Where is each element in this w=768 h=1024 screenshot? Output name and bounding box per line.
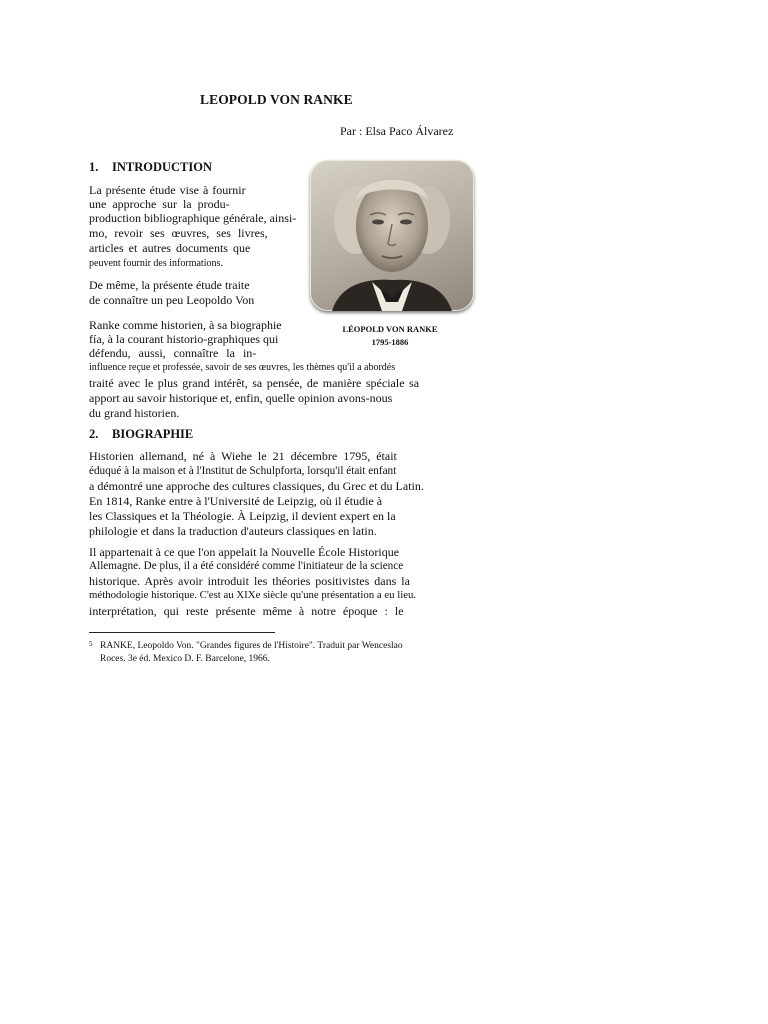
author-line: Par : Elsa Paco Álvarez: [340, 124, 454, 138]
section-heading-introduction: [89, 160, 212, 175]
section-number: 2.: [89, 427, 99, 441]
paragraph-line: de connaître un peu Leopoldo Von: [89, 293, 255, 307]
section-number: 1.: [89, 160, 99, 174]
paragraph-line: a démontré une approche des cultures classiques, du Grec et du Latin.: [89, 479, 424, 493]
paragraph-line: Allemagne. De plus, il a été considéré comme l'initiateur de la science: [89, 560, 404, 572]
section-title: INTRODUCTION: [112, 160, 213, 174]
portrait-caption-dates: 1795-1886: [371, 337, 409, 347]
paragraph-line: Historien allemand, né à Wiehe le 21 décembre 1795, était: [89, 449, 397, 463]
section-heading-biographie: [89, 427, 193, 442]
paragraph-line: Il appartenait à ce que l'on appelait la Nouvelle École Historique: [89, 545, 400, 559]
paragraph-line: du grand historien.: [89, 406, 180, 420]
paragraph-line: De même, la présente étude traite: [89, 278, 250, 292]
footnote-line: RANKE, Leopoldo Von. "Grandes figures de l'Histoire". Traduit par Wenceslao: [100, 641, 403, 651]
paragraph-line: articles et autres documents que: [89, 241, 251, 255]
paragraph-line: philologie et dans la traduction d'auteurs classiques en latin.: [89, 524, 377, 538]
footnote-marker: 5: [89, 640, 93, 648]
portrait-drawing: [310, 160, 474, 311]
paragraph-line: défendu, aussi, connaître la in-: [89, 346, 257, 360]
portrait-caption-name: LÉOPOLD VON RANKE: [342, 324, 438, 334]
paragraph-line: méthodologie historique. C'est au XIXe siècle qu'une présentation a eu lieu.: [89, 589, 417, 601]
paragraph-line: En 1814, Ranke entre à l'Université de Leipzig, où il étudie à: [89, 494, 383, 508]
paragraph-line: traité avec le plus grand intérêt, sa pensée, de manière spéciale sa: [89, 376, 420, 390]
paragraph-line: apport au savoir historique et, enfin, quelle opinion avons-nous: [89, 391, 393, 405]
paragraph-line: La présente étude vise à fournir: [89, 183, 246, 197]
portrait-image: [310, 160, 474, 311]
paragraph-line: une approche sur la produ-: [89, 197, 230, 211]
paragraph-line: éduqué à la maison et à l'Institut de Schulpforta, lorsqu'il était enfant: [89, 465, 397, 477]
paragraph-line: les Classiques et la Théologie. À Leipzig, il devient expert en la: [89, 509, 396, 523]
paragraph-line: Ranke comme historien, à sa biographie: [89, 318, 282, 332]
section-title: BIOGRAPHIE: [112, 427, 194, 441]
footnote-separator: [89, 632, 275, 633]
paragraph-line: historique. Après avoir introduit les théories positivistes dans la: [89, 574, 410, 588]
paragraph-line: mo, revoir ses œuvres, ses livres,: [89, 226, 268, 240]
paragraph-line: production bibliographique générale, ainsi-: [89, 211, 297, 225]
paragraph-line: influence reçue et professée, savoir de ses œuvres, les thèmes qu'il a abordés: [89, 362, 396, 373]
paragraph-line: peuvent fournir des informations.: [89, 258, 223, 269]
footnote-line: Roces. 3e éd. Mexico D. F. Barcelone, 1966.: [100, 654, 270, 664]
paragraph-line: interprétation, qui reste présente même à notre époque : le: [89, 604, 404, 618]
paragraph-line: fía, à la courant historio-graphiques qui: [89, 332, 279, 346]
document-title: LEOPOLD VON RANKE: [200, 92, 353, 107]
